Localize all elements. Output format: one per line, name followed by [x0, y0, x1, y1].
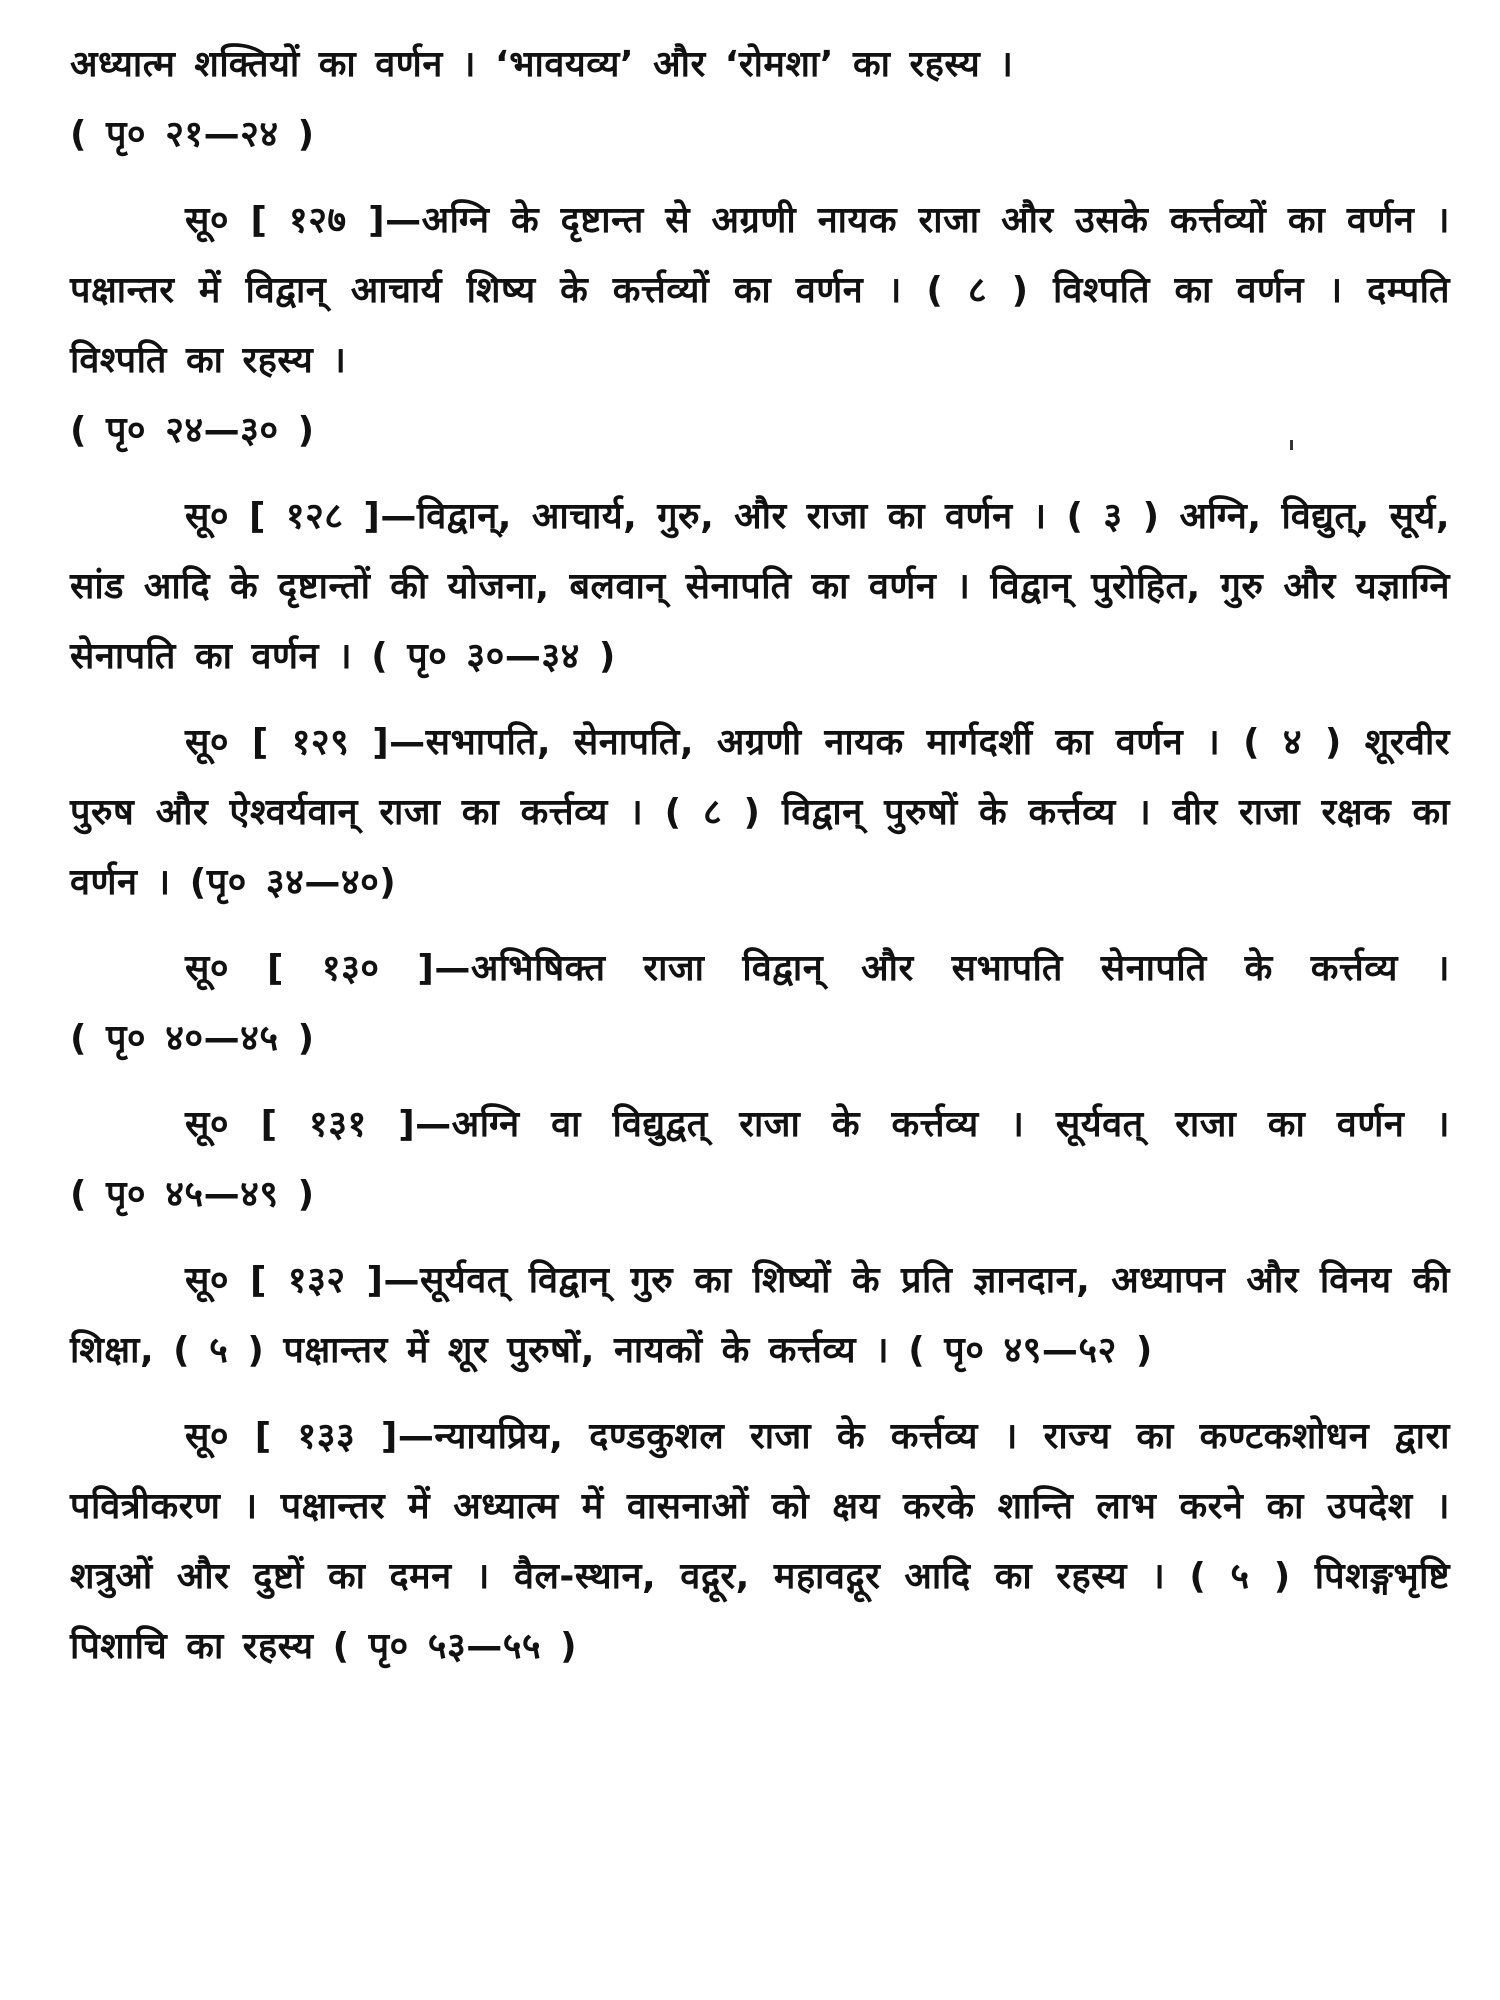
entry-sukta-130: [70, 934, 1450, 1074]
page-range: ( पृ० २१—२४ ): [70, 114, 315, 155]
entry-sukta-131: [70, 1090, 1450, 1230]
entry-sukta-133: [70, 1402, 1450, 1682]
entry-text: अध्यात्म शक्तियों का वर्णन । ‘भावयव्य’ और ‘रोमशा’ का रहस्य ।: [70, 44, 1014, 85]
entry-text: सू० [ १२९ ]—सभापति, सेनापति, अग्रणी नायक मार्गदर्शी का वर्णन । ( ४ ) शूरवीर पुरुष और ऐश्वर्यवान् राजा का कर्त्तव्य । ( ८ ) विद्वान् पुरुषों के कर्त्तव्य । वीर राजा रक्षक का वर्णन ।: [70, 722, 1450, 903]
entry-text: सू० [ १२८ ]—विद्वान्, आचार्य, गुरु, और राजा का वर्णन । ( ३ ) अग्नि, विद्युत्, सूर्य, सांड आदि के दृष्टान्तों की योजना, बलवान् सेनापति का वर्णन । विद्वान् पुरोहित, गुरु और यज्ञाग्नि सेनापति का वर्णन ।: [70, 496, 1450, 677]
entry-sukta-127: [70, 186, 1450, 466]
entry-text: सू० [ १३३ ]—न्यायप्रिय, दण्डकुशल राजा के कर्त्तव्य । राज्य का कण्टकशोधन द्वारा पवित्रीकरण । पक्षान्तर में अध्यात्म में वासनाओं को क्षय करके शान्ति लाभ करने का उपदेश । शत्रुओं और दुष्टों का दमन । वैल-स्थान, वद्गूर, महावद्गूर आदि का रहस्य । ( ५ ) पिशङ्गभृष्टि पिशाचि का रहस्य: [70, 1416, 1450, 1667]
page-range: (पृ० ३४—४०): [189, 862, 397, 903]
page-range: ( पृ० ४०—४५ ): [70, 1018, 315, 1059]
entry-text: सू० [ १३१ ]—अग्नि वा विद्युद्वत् राजा के कर्त्तव्य । सूर्यवत् राजा का वर्णन ।: [185, 1104, 1450, 1145]
page-range: ( पृ० २४—३० ): [70, 410, 315, 451]
page-range: ( पृ० ३०—३४ ): [371, 636, 616, 677]
entry-sukta-129: [70, 708, 1450, 918]
entry-text: सू० [ १२७ ]—अग्नि के दृष्टान्त से अग्रणी नायक राजा और उसके कर्त्तव्यों का वर्णन । पक्षान्तर में विद्वान् आचार्य शिष्य के कर्त्तव्यों का वर्णन । ( ८ ) विश्पति का वर्णन । दम्पति विश्पति का रहस्य ।: [70, 200, 1450, 381]
document-page: [70, 30, 1450, 1682]
print-speck: [1290, 440, 1293, 450]
entry-continuation: [70, 30, 1450, 170]
entry-text: सू० [ १३२ ]—सूर्यवत् विद्वान् गुरु का शिष्यों के प्रति ज्ञानदान, अध्यापन और विनय की शिक्षा, ( ५ ) पक्षान्तर में शूर पुरुषों, नायकों के कर्त्तव्य ।: [70, 1260, 1450, 1371]
page-range: ( पृ० ४९—५२ ): [908, 1330, 1153, 1371]
entry-sukta-128: [70, 482, 1450, 692]
page-range: ( पृ० ४५—४९ ): [70, 1174, 315, 1215]
entry-sukta-132: [70, 1246, 1450, 1386]
page-range: ( पृ० ५३—५५ ): [332, 1626, 578, 1667]
entry-text: सू० [ १३० ]—अभिषिक्त राजा विद्वान् और सभापति सेनापति के कर्त्तव्य ।: [185, 948, 1450, 989]
